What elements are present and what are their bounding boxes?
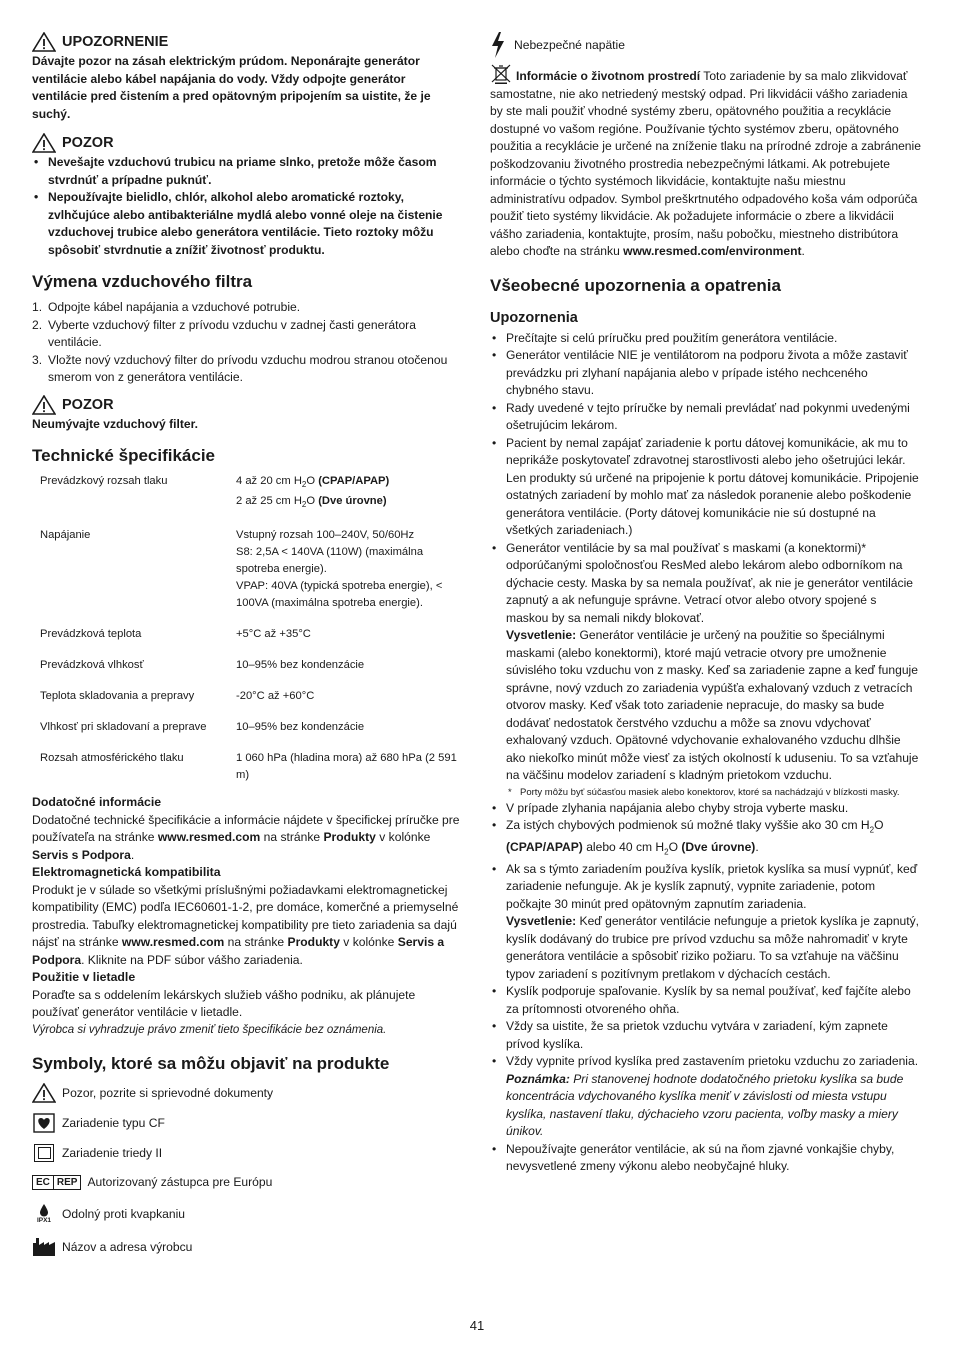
environment-paragraph: Informácie o životnom prostredí Toto zariadenie by sa malo zlikvidovať samostatne, nie ako netriedený mestský odpad. Pri likvidácii vášho zariadenia by ste mali použiť vhodné systémy zberu, opätovného použitia a recyklácie dostupné vo vašom regióne. Používanie týchto systémov zberu, opätovného použitia a recyklácie je určené na zníženie tlaku na prírodné zdroje a zabránenie poškodzovaniu životného prostredia nebezpečnými látkami. Ak potrebujete informácie o týchto systémoch likvidácie, kontaktujte našu miestnu administratívu odpadov. Symbol preškrtnutého odpadového koša vám odporúča použiť tieto systémy likvidácie. Ak požadujete informácie o zbere a likvidácii vášho zariadenia, kontaktujte, prosím, našu pobočku, miestneho distribútora alebo choďte na stránku www.resmed.com/environment. [490,64,922,261]
voltage-text: Nebezpečné napätie [514,38,625,52]
symbol-text: Pozor, pozrite si sprievodné dokumenty [62,1086,274,1101]
list-item: • Za istých chybových podmienok sú možné tlaky vyššie ako 30 cm $H_2O$ (CPAP/APAP) alebo 40 cm $H_2O$ (Dve úrovne). [490,817,922,861]
general-heading: Všeobecné upozornenia a opatrenia [490,275,781,295]
manufacturer-factory-icon [32,1237,56,1257]
spec-value: +5°C až +35°C [236,628,311,641]
filter-steps [32,299,462,387]
spec-value: -20°C až +60°C [236,690,315,703]
symbol-row [32,1083,462,1103]
upozornenie-title: UPOZORNENIE [62,34,169,50]
class-ii-double-square-icon [32,1143,56,1163]
list-item [32,299,462,317]
spec-value: 10–95% bez kondenzácie [236,721,365,734]
pozor-text: Neumývajte vzduchový filter. [32,416,199,431]
symbol-text: Zariadenie typu CF [62,1116,165,1131]
warning-triangle-icon [32,395,56,415]
list-item: • V prípade zlyhania napájania alebo chyby stroja vyberte masku. [490,800,922,818]
symbol-text: Autorizovaný zástupca pre Európu [87,1175,273,1190]
pozor-list [32,154,462,259]
high-voltage-lightning-icon [490,32,506,58]
list-item: • Pacient by nemal zapájať zariadenie k portu dátovej komunikácie, ak mu to neprikáže poskytovateľ zdravotnej starostlivosti alebo jeho ošetrujúci lekár. Len produkty sú určené na pripojenie k portu dátovej komunikácie. Pripojenie ostatných zariadení by mohlo mať za následok poranenie alebo poškodenie generátora ventilácie. (Porty dátovej komunikácie nie sú dostupné na všetkých zariadeniach.) [490,435,922,540]
lietadlo-heading: Použitie v lietadle [32,970,136,985]
step-text: Vložte nový vzduchový filter do prívodu vzduchu modrou stranou otočenou smerom von z generátora ventilácie. [48,352,448,384]
step-text: Odpojte kábel napájania a vzduchové potrubie. [48,300,301,314]
warnings-list [490,983,922,1071]
upozornenia-subheading: Upozornenia [490,309,578,326]
step-text: Vyberte vzduchový filter z prívodu vzduchu v zadnej časti generátora ventilácie. [48,317,416,349]
footnote: * Porty môžu byť súčasťou masiek alebo konektorov, ktoré sa nachádzajú v blízkosti masky. [508,786,900,798]
pozor-title: POZOR [62,135,114,151]
list-item: • Kyslík podporuje spaľovanie. Kyslík by sa nemal používať, keď fajčíte alebo za prítomnosti otvoreného ohňa. [490,983,922,1018]
dodatocne-text: Dodatočné technické špecifikácie a informácie nájdete v špecifickej príručke pre používateľa na stránke www.resmed.com na stránke Produkty v kolónke Servis s Podpora. [32,812,460,862]
spec-label: Napájanie [40,529,91,542]
ipx1-drip-icon: IPX1 [32,1201,56,1227]
step-number: 2. [32,317,43,332]
right-column [490,32,922,1176]
list-item: • Nepoužívajte generátor ventilácie, ak sú na ňom zjavné vonkajšie chyby, nevysvetlené zmeny výkonu alebo neobyčajné hluky. [490,1141,922,1176]
environment-link[interactable]: www.resmed.com/environment [623,244,802,258]
symbols-heading: Symboly, ktoré sa môžu objaviť na produkte [32,1054,390,1074]
list-item: • Vždy vypnite prívod kyslíka pred zastavením prietoku vzduchu zo zariadenia. [490,1053,922,1071]
spec-value: 4 až 20 cm $H_2O$ (CPAP/APAP) 2 až 25 cm $H_2O$ (Dve úrovne) [236,475,390,510]
voltage-row [490,32,922,58]
emc-text: Produkt je v súlade so všetkými príslušnými požiadavkami elektromagnetickej kompatibility (EMC) podľa IEC60601-1-2, pre domáce, komerčné a priemyselné prostredia. Tabuľky elektromagnetickej kompatibility pre tieto zariadenia sa dajú nájsť na stránke www.resmed.com na stránke Produkty v kolónke Servis a Podpora. Kliknite na PDF súbor vášho zariadenia. [32,882,459,967]
pozor-title: POZOR [62,396,114,413]
step-number: 1. [32,300,43,314]
warning-triangle-icon [32,133,56,153]
specs-table [40,473,460,788]
symbol-text: Zariadenie triedy II [62,1146,163,1161]
list-item: • Rady uvedené v tejto príručke by nemali prevládať nad pokynmi uvedenými ošetrujúcim lekárom. [490,400,922,435]
oxygen-note: Poznámka: Pri stanovenej hodnote dodatočného prietoku kyslíka sa bude koncentrácia vdychovaného kyslíka meniť v závislosti od miesta vstupu kyslíka, nastavení tlaku, dýchacieho vzoru pacienta, voľby masky a miery únikov. [506,1071,904,1139]
list-item [32,352,462,387]
list-item: • Ak sa s týmto zariadením používa kyslík, prietok kyslíka sa musí vypnúť, keď zariadenie nefunguje. Ak je kyslík zapnutý, vypnite zariadenie, potom počkajte 30 minút pred opätovným zapnutím zariadenia. [490,861,922,914]
environment-title: Informácie o životnom prostredí [516,69,701,83]
specs-heading: Technické špecifikácie [32,446,216,465]
spec-label: Teplota skladovania a prepravy [40,690,195,703]
table-row [40,473,460,527]
table-row [40,750,460,788]
list-item: • Vždy sa uistite, že sa prietok vzduchu vytvára v zariadení, kým zapnete prívod kyslíka. [490,1018,922,1053]
upozornenie-heading [32,32,462,52]
weee-crossed-bin-icon [490,64,512,84]
warning-triangle-icon [32,1083,56,1103]
explanation-note: Vysvetlenie: Generátor ventilácie je určený na použitie so špeciálnymi maskami (alebo konektormi), ktoré majú vetracie otvory pre umožnenie súvislého toku vzduchu von z masky. Keď sa zariadenie zapne a keď funguje správne, nový vzduch zo zariadenia vypúšťa exhalovaný vzduch z vetracích otvorov masky. Keď však toto zariadenie nepracuje, do masky sa bude dodávať nedostatok čerstvého vzduchu a môže sa znovu vdychovať exhalovaný vzduch. Opätovné vdychovanie exhalovaného vzduchu dlhšie ako niekoľko minút môže viesť za istých okolností k uduseniu. To sa vzťahuje na väčšinu modelov zariadení s kladným prietokom vzduchu. [506,628,919,782]
symbol-text: Odolný proti kvapkaniu [62,1207,186,1222]
spec-label: Rozsah atmosférického tlaku [40,752,184,765]
symbol-row [32,1237,462,1257]
left-column [32,32,462,1267]
list-item: • Nevešajte vzduchovú trubicu na priame slnko, pretože môže časom stvrdnúť a prípadne puknúť. [32,154,462,189]
table-row [40,657,460,688]
step-number: 3. [32,352,43,367]
table-row [40,688,460,719]
symbol-row [32,1173,462,1191]
list-item: • Nepoužívajte bielidlo, chlór, alkohol alebo aromatické roztoky, zvlhčujúce alebo antibakteriálne mydlá alebo vonné oleje na čistenie vzduchovej trubice alebo generátora ventilácie. Tieto roztoky môžu spôsobiť stvrdnutie a znížiť životnosť produktu. [32,189,462,259]
warnings-list [490,800,922,914]
list-item: • Generátor ventilácie NIE je ventilátorom na podporu života a môže zastaviť prevádzku pri zlyhaní napájania alebo v prípade istého nechceného chybného stavu. [490,347,922,400]
spec-label: Prevádzková teplota [40,628,142,641]
warnings-list [490,1141,922,1176]
symbol-text: Názov a adresa výrobcu [62,1240,193,1255]
dodatocne-heading: Dodatočné informácie [32,795,162,810]
spec-value: 1 060 hPa (hladina mora) až 680 hPa (2 591 m) [236,752,457,782]
type-cf-heart-icon [32,1113,56,1133]
warning-triangle-icon [32,32,56,52]
list-item [32,317,462,352]
table-row [40,719,460,750]
ec-rep-icon: EC REP [32,1175,81,1190]
spec-value: Vstupný rozsah 100–240V, 50/60Hz S8: 2,5A < 140VA (110W) (maximálna spotreba energie). VPAP: 40VA (typická spotreba energie), < 100VA (maximálna spotreba energie). [236,529,443,610]
page-number: 41 [469,1318,485,1333]
explanation-note: Vysvetlenie: Keď generátor ventilácie nefunguje a prietok kyslíka je zapnutý, kyslík dodávaný do trubice pre prívod vzduchu sa môže nahromadiť v kryte generátora ventilácie a spôsobiť riziko požiaru. To sa vzťahuje na väčšinu typov zariadení s pozitívnym pretlakom v dýchacích cestách. [506,914,920,981]
list-item: • Generátor ventilácie by sa mal používať s maskami (a konektormi)* odporúčanými spoločnosťou ResMed alebo lekárom alebo odborníkom na dýchacie cesty. Maska by sa nemala používať, ak nie je generátor ventilácie zapnutý a ak nefunguje správne. Vetrací otvor alebo otvory spojené s maskou by sa nemali nikdy blokovať. [490,540,922,628]
symbol-row [32,1201,462,1227]
pozor-heading [32,133,462,153]
symbol-row [32,1113,462,1133]
upozornenie-text: Dávajte pozor na zásah elektrickým prúdom. Neponárajte generátor ventilácie alebo kábel napájania do vody. Vždy odpojte generátor ventilácie pred čistením a pred opätovným pripojením sa uistite, že je suchý. [32,54,431,121]
spec-label: Prevádzkový rozsah tlaku [40,475,168,487]
emc-heading: Elektromagnetická kompatibilita [32,865,221,880]
pozor-heading [32,395,462,415]
disclaimer-text: Výrobca si vyhradzuje právo zmeniť tieto špecifikácie bez oznámenia. [32,1023,387,1036]
warnings-list [490,330,922,628]
lietadlo-text: Poraďte sa s oddelením lekárskych služieb vášho podniku, ak plánujete používať generátor ventilácie v lietadle. [32,987,416,1020]
spec-label: Vlhkosť pri skladovaní a preprave [40,721,207,734]
table-row [40,527,460,626]
symbol-row [32,1143,462,1163]
list-item: • Prečítajte si celú príručku pred použitím generátora ventilácie. [490,330,922,348]
table-row [40,626,460,657]
filter-heading: Výmena vzduchového filtra [32,272,253,291]
spec-value: 10–95% bez kondenzácie [236,659,365,672]
spec-label: Prevádzková vlhkosť [40,659,144,672]
